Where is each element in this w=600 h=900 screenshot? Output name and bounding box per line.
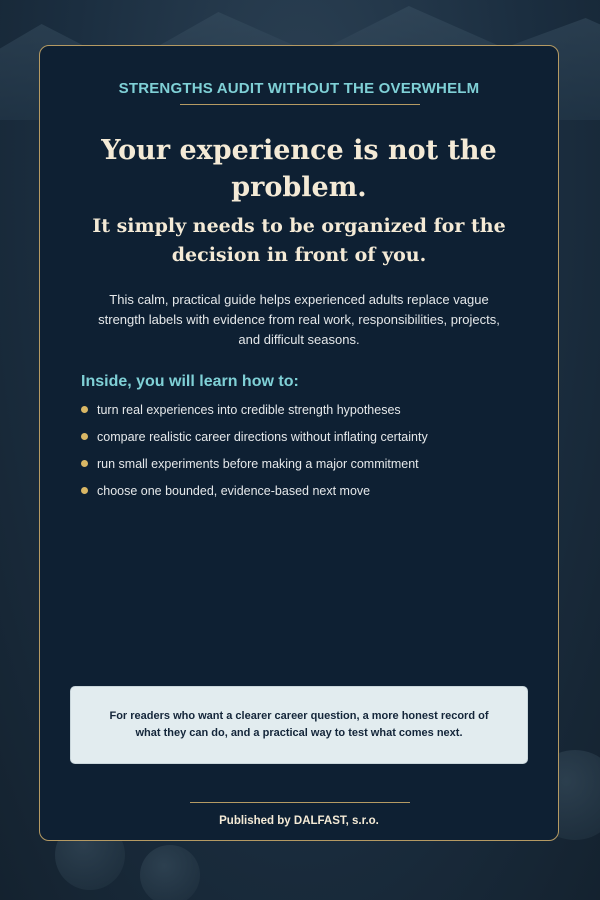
back-cover-panel [39, 45, 559, 841]
publisher-line: Published by DALFAST, s.r.o. [219, 815, 379, 827]
inside-heading: Inside, you will learn how to: [81, 373, 299, 390]
bullet-dot-icon [81, 433, 88, 440]
list-item [81, 482, 538, 509]
footer-divider [190, 802, 410, 803]
bullet-dot-icon [81, 406, 88, 413]
list-item [81, 428, 538, 455]
list-item-text: choose one bounded, evidence-based next move [97, 484, 371, 498]
subheadline: It simply needs to be organized for the decision in front of you. [92, 215, 506, 266]
bullet-dot-icon [81, 460, 88, 467]
list-item [81, 455, 538, 482]
decorative-disc [140, 845, 200, 900]
list-item [81, 401, 538, 428]
audience-callout [70, 686, 528, 764]
bullet-dot-icon [81, 487, 88, 494]
headline: Your experience is not the problem. [101, 135, 497, 203]
list-item-text: run small experiments before making a major commitment [97, 457, 419, 471]
list-item-text: compare realistic career directions without inflating certainty [97, 430, 428, 444]
kicker-title: STRENGTHS AUDIT WITHOUT THE OVERWHELM [118, 80, 480, 97]
learning-list [81, 401, 538, 509]
kicker-divider [180, 104, 420, 105]
list-item-text: turn real experiences into credible strength hypotheses [97, 403, 401, 417]
intro-paragraph: This calm, practical guide helps experienced adults replace vague strength labels with evidence from real work, responsibilities, projects, and difficult seasons. [98, 292, 500, 347]
callout-text: For readers who want a clearer career question, a more honest record of what they can do, and a practical way to test what comes next. [109, 710, 489, 739]
